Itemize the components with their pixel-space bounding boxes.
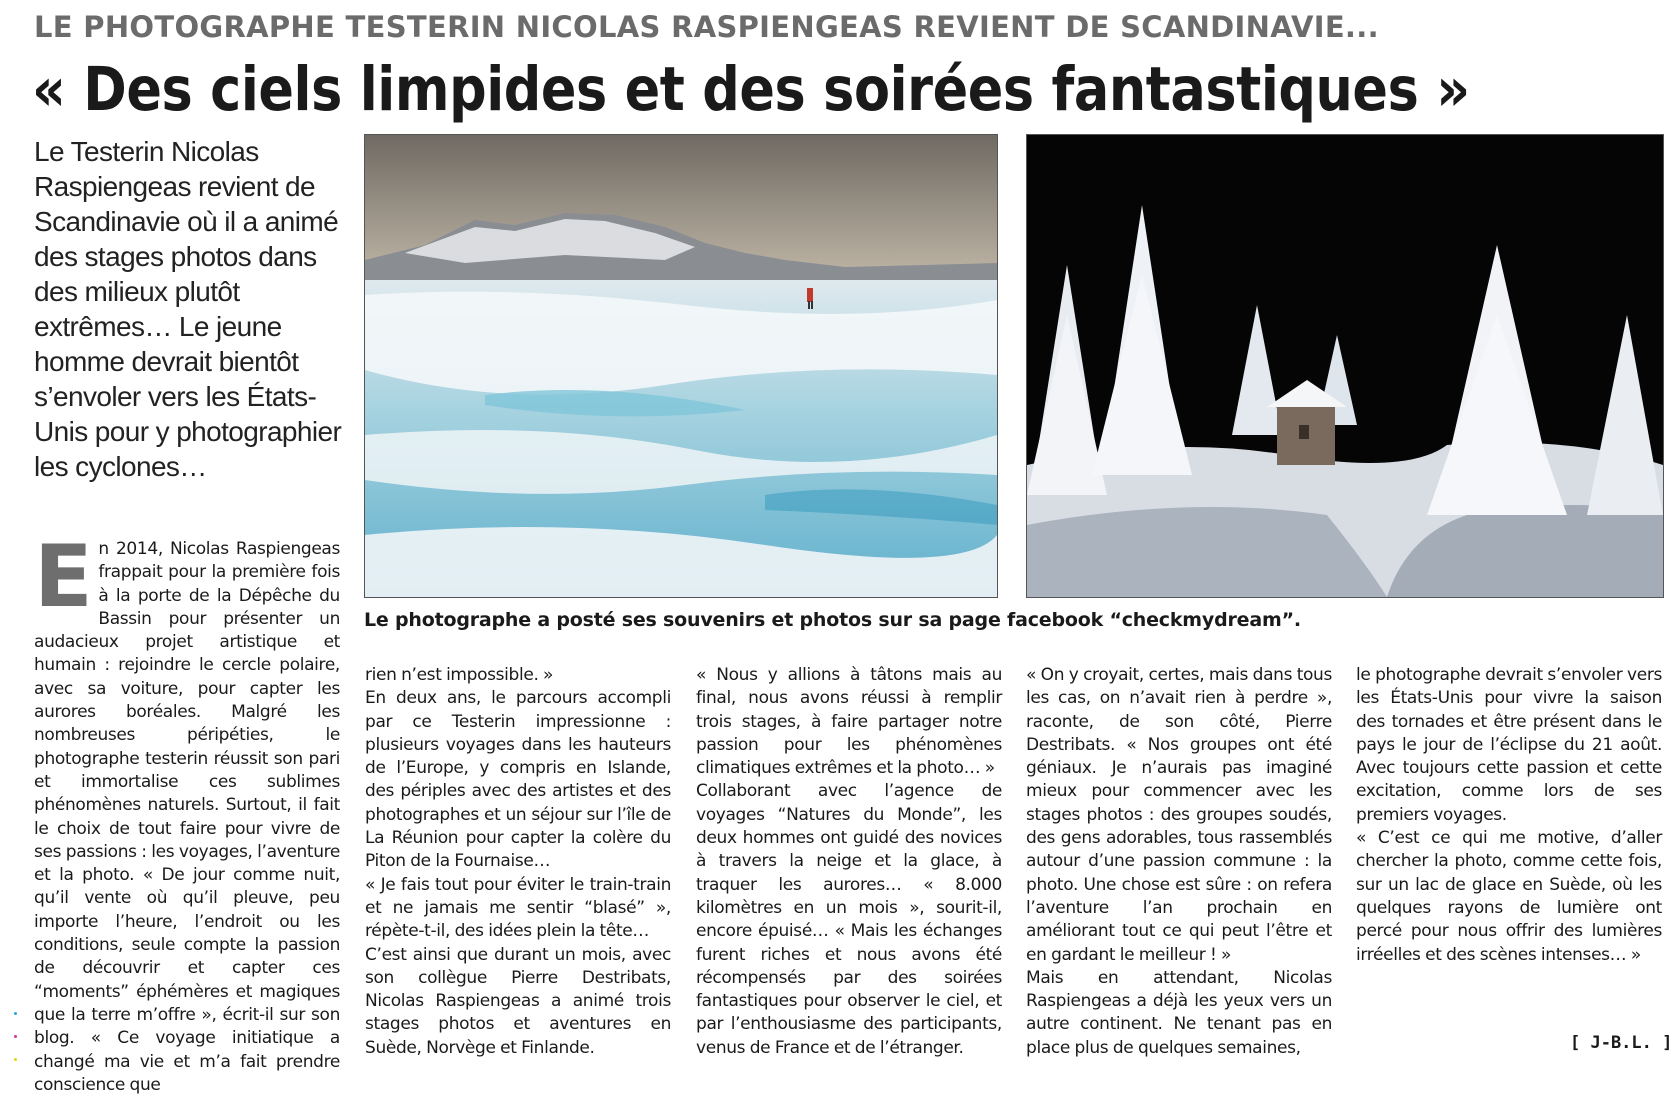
photo-caption: Le photographe a posté ses souvenirs et photos sur sa page facebook “checkmydream”. [364, 609, 1301, 631]
column-2-paragraph-1: rien n’est impossible. » [365, 665, 554, 685]
column-2-paragraph-3: « Je fais tout pour éviter le train-train et ne jamais me sentir “blasé” », répète-t-il, des idées plein la tête… [365, 874, 671, 942]
column-2-paragraph-4: C’est ainsi que durant un mois, avec son collègue Pierre Destribats, Nicolas Raspiengeas a animé trois stages photos et aventures en Suède, Norvège et Finlande. [365, 944, 671, 1058]
snowy-cabin-illustration [1027, 135, 1663, 597]
article-lead-paragraph: Le Testerin Nicolas Raspiengeas revient de Scandinavie où il a animé des stages photos dans des milieux plutôt extrêmes… Le jeune homme devrait bientôt s’envoler vers les États-Unis pour y photographier les cyclones… [34, 136, 342, 482]
column-5-paragraph-1: le photographe devrait s’envoler vers les États-Unis pour vivre la saison des tornades et être présent dans le pays le jour de l’éclipse du 21 août. Avec toujours cette passion et cette excitation, comme lors de ses premiers voyages. [1356, 665, 1662, 825]
author-signature: [ J-B.L. ] [1570, 1033, 1673, 1053]
article-column-4 [1026, 664, 1332, 1074]
article-kicker: LE PHOTOGRAPHE TESTERIN NICOLAS RASPIENGEAS REVIENT DE SCANDINAVIE... [34, 10, 1379, 44]
article-column-5 [1356, 664, 1662, 1004]
column-4-paragraph-2: Mais en attendant, Nicolas Raspiengeas a déjà les yeux vers un autre continent. Ne tenant pas en place plus de quelques semaines, [1026, 967, 1332, 1058]
column-2-paragraph-2: En deux ans, le parcours accompli par ce Testerin impressionne : plusieurs voyages dans les hauteurs de l’Europe, y compris en Islande, des périples avec des artistes et des photographes et un séjour sur l’île de La Réunion pour capter la colère du Piton de la Fournaise… [365, 688, 671, 872]
photo-frozen-lake [364, 134, 998, 598]
column-1-text: n 2014, Nicolas Raspiengeas frappait pour la première fois à la porte de la Dépêche du Bassin pour présenter un audacieux projet artistique et humain : rejoindre le cercle polaire, avec sa voiture, pour capter les aurores boréales. Malgré les nombreuses péripéties, le photographe testerin réussit son pari et immortalise ces sublimes phénomènes naturels. Surtout, il fait le choix de tout faire pour vivre de ses passions : les voyages, l’aventure et la photo. « De jour comme nuit, qu’il vente où qu’il pleuve, peu importe l’heure, l’endroit ou les conditions, seule compte la passion de découvrir et capter ces “moments” éphémères et magiques que la terre m’offre », écrit-il sur son blog. « Ce voyage initiatique a changé ma vie et m’a fait prendre conscience que [34, 539, 340, 1095]
column-4-paragraph-1: « On y croyait, certes, mais dans tous les cas, on n’avait rien à perdre », raconte, de son côté, Pierre Destribats. « Nos groupes ont été géniaux. Je n’aurais pas imaginé mieux pour commencer avec les stages photos : des groupes soudés, des gens adorables, tous rassemblés autour d’une passion commune : la photo. Une chose est sûre : on refera l’aventure l’an prochain en améliorant tout ce qui peut l’être et en gardant le meilleur ! » [1026, 665, 1332, 965]
margin-color-marks [14, 1012, 20, 1072]
dropcap-letter: E [34, 527, 93, 627]
article-column-3 [696, 664, 1002, 1074]
column-3-paragraph-1: « Nous y allions à tâtons mais au final, nous avons réussi à remplir trois stages, à faire partager notre passion pour les phénomènes climatiques extrêmes et la photo… » [696, 665, 1002, 779]
article-headline: « Des ciels limpides et des soirées fantastiques » [32, 54, 1470, 125]
frozen-lake-illustration [365, 135, 997, 597]
article-column-2 [365, 664, 671, 1074]
photo-snowy-cabin-night [1026, 134, 1664, 598]
column-3-paragraph-2: Collaborant avec l’agence de voyages “Natures du Monde”, les deux hommes ont guidé des novices à travers la neige et la glace, à traquer les aurores… « 8.000 kilomètres en un mois », sourit-il, encore épuisé… « Mais les échanges furent riches et nous avons été récompensés par des soirées fantastiques pour observer le ciel, et par l’enthousiasme des participants, venus de France et de l’étranger. [696, 781, 1002, 1058]
article-column-1 [34, 527, 340, 1095]
column-5-paragraph-2: « C’est ce qui me motive, d’aller chercher la photo, comme cette fois, sur un lac de glace en Suède, où les quelques rayons de lumière ont percé pour nous offrir des lumières irréelles et des scènes intenses… » [1356, 828, 1662, 965]
